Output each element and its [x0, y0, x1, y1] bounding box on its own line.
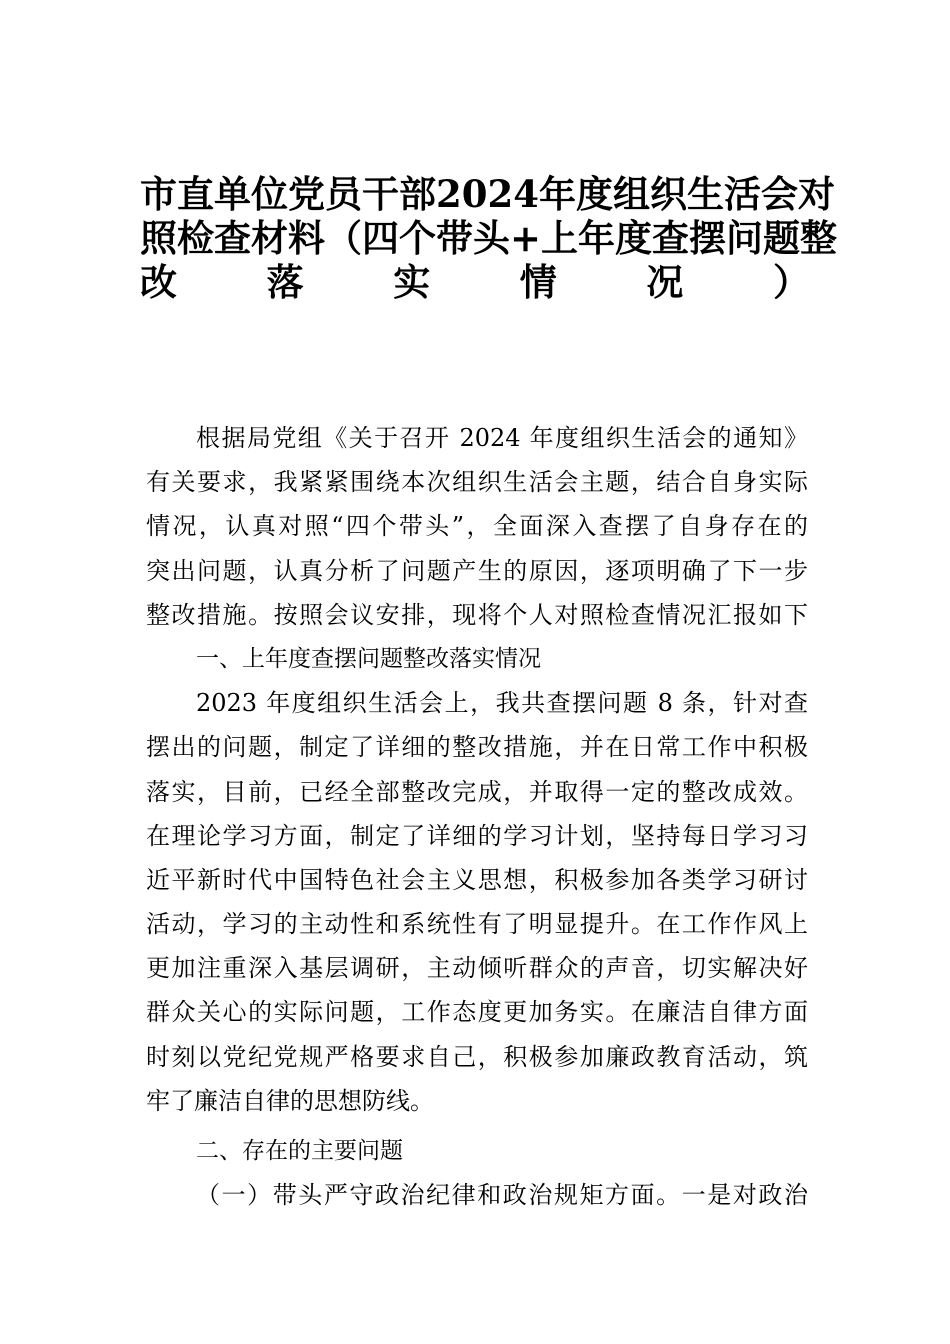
section1-line-7: 更加注重深入基层调研，主动倾听群众的声音，切实解决好	[146, 954, 808, 983]
intro-line-2: 有关要求，我紧紧围绕本次组织生活会主题，结合自身实际	[146, 468, 808, 497]
intro-line-4: 突出问题，认真分析了问题产生的原因，逐项明确了下一步	[146, 556, 808, 585]
section1-line-2: 摆出的问题，制定了详细的整改措施，并在日常工作中积极	[146, 733, 808, 762]
title-line-3: 改落实情况）	[140, 260, 810, 305]
section1-line-4: 在理论学习方面，制定了详细的学习计划，坚持每日学习习	[146, 821, 808, 850]
intro-line-1: 根据局党组《关于召开 2024 年度组织生活会的通知》	[196, 424, 808, 452]
section1-line-6: 活动，学习的主动性和系统性有了明显提升。在工作作风上	[146, 910, 808, 939]
title-line-2: 照检查材料（四个带头+上年度查摆问题整	[140, 216, 838, 261]
section1-line-9: 时刻以党纪党规严格要求自己，积极参加廉政教育活动，筑	[146, 1042, 808, 1071]
section1-line-1: 2023 年度组织生活会上，我共查摆问题 8 条，针对查	[196, 689, 808, 718]
intro-line-5: 整改措施。按照会议安排，现将个人对照检查情况汇报如下	[146, 600, 808, 629]
section1-line-8: 群众关心的实际问题，工作态度更加务实。在廉洁自律方面	[146, 998, 808, 1027]
section1-line-3: 落实，目前，已经全部整改完成，并取得一定的整改成效。	[146, 777, 808, 806]
document-title	[140, 158, 838, 305]
intro-line-3: 情况，认真对照“四个带头”，全面深入查摆了自身存在的	[146, 512, 808, 541]
section2-heading: 二、存在的主要问题	[196, 1138, 403, 1164]
title-line-1: 市直单位党员干部2024年度组织生活会对	[140, 172, 835, 216]
section1-heading: 一、上年度查摆问题整改落实情况	[196, 645, 541, 672]
section1-line-5: 近平新时代中国特色社会主义思想，积极参加各类学习研讨	[146, 865, 808, 894]
document-body	[146, 416, 808, 1217]
section1-line-10: 牢了廉洁自律的思想防线。	[146, 1086, 434, 1115]
section2-line-1: （一）带头严守政治纪律和政治规矩方面。一是对政治	[196, 1181, 808, 1210]
